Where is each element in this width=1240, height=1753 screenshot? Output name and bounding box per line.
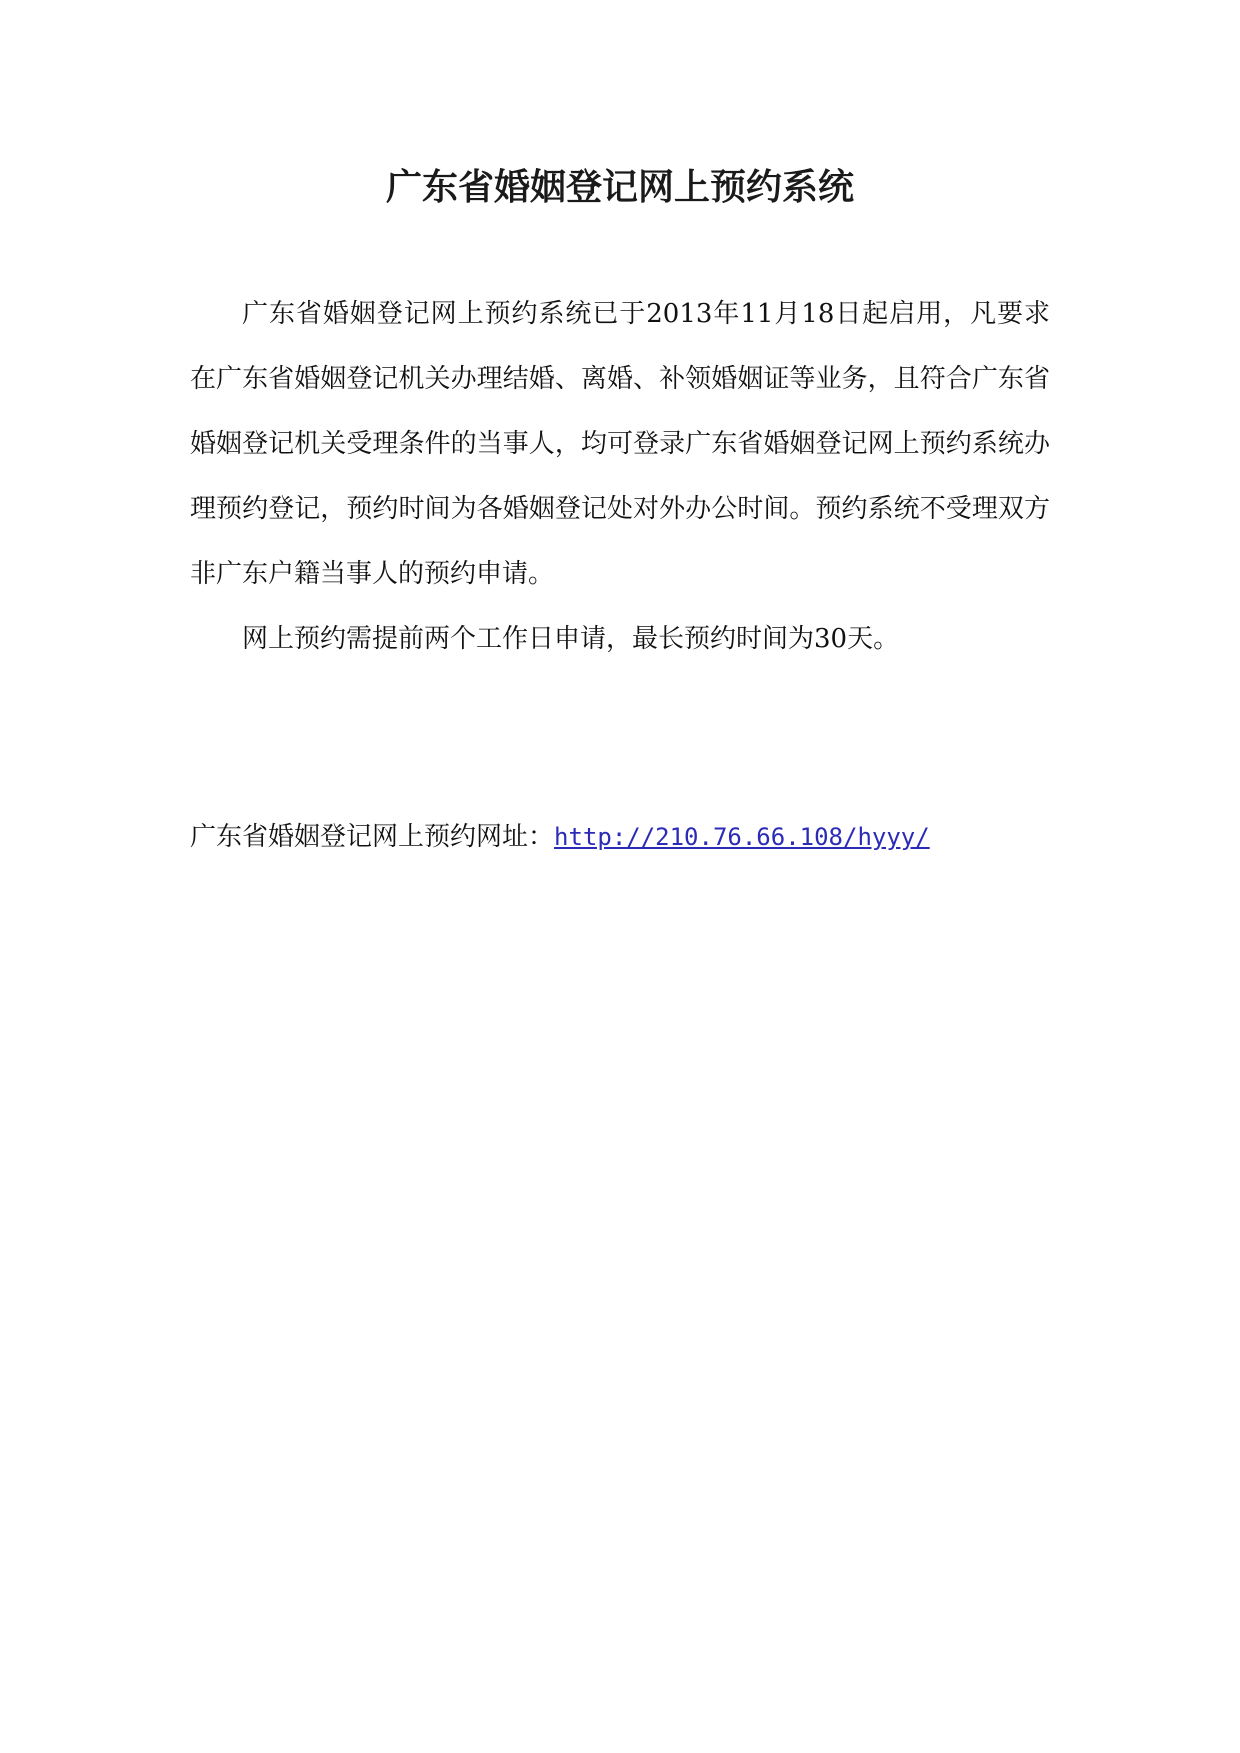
document-body <box>190 282 1050 672</box>
paragraph-intro: 广东省婚姻登记网上预约系统已于2013年11月18日起启用，凡要求在广东省婚姻登记机关办理结婚、离婚、补领婚姻证等业务，且符合广东省婚姻登记机关受理条件的当事人，均可登录广东省婚姻登记网上预约系统办理预约登记，预约时间为各婚姻登记处对外办公时间。预约系统不受理双方非广东户籍当事人的预约申请。 <box>190 299 1050 589</box>
website-line <box>190 812 1050 862</box>
paragraph-booking-rule: 网上预约需提前两个工作日申请，最长预约时间为30天。 <box>242 624 900 654</box>
website-label: 广东省婚姻登记网上预约网址： <box>190 822 555 852</box>
website-link[interactable]: http://210.76.66.108/hyyy/ <box>554 823 930 851</box>
page-title: 广东省婚姻登记网上预约系统 <box>385 167 854 208</box>
